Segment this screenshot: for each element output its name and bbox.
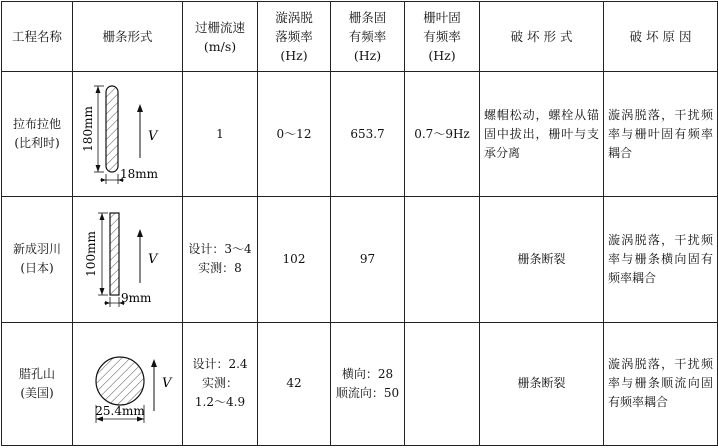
- header-failure-cause: 破 坏 原 因: [604, 2, 718, 72]
- rack-bar-flat: [110, 213, 119, 295]
- header-flow: 过栅流速 (m/s): [183, 2, 258, 72]
- rack-shape-cell: [73, 72, 183, 197]
- header-project: 工程名称: [2, 2, 73, 72]
- vortex-freq: 102: [258, 197, 331, 322]
- header-rack-form: 栅条形式: [73, 2, 183, 72]
- failure-cause: 漩涡脱落，干扰频率与栅条横向固有频率耦合: [604, 197, 718, 322]
- leaf-freq: [405, 197, 480, 322]
- header-rack-freq: 栅条固 有频率 (Hz): [331, 2, 405, 72]
- rack-freq: 653.7: [331, 72, 405, 197]
- velocity-label: V: [161, 375, 171, 391]
- vortex-freq: 42: [258, 322, 331, 445]
- dim-long-label: 180mm: [80, 106, 95, 152]
- failure-form: 栅条断裂: [480, 322, 604, 445]
- header-vortex: 漩涡脱 落频率 (Hz): [258, 2, 331, 72]
- table-row: [2, 322, 718, 445]
- leaf-freq: [405, 322, 480, 445]
- rack-bar-round: [96, 357, 144, 405]
- velocity-label: V: [147, 252, 157, 268]
- dim-short-label: 18mm: [119, 167, 158, 182]
- failure-form: 螺帽松动，螺栓从锚固中拔出，栅叶与支承分离: [480, 72, 604, 197]
- rack-shape-diagram: [78, 74, 178, 194]
- rack-bar-rounded: [106, 86, 118, 172]
- rack-shape-cell: [73, 197, 183, 322]
- flow-speed: 1: [183, 72, 258, 197]
- table-row: [2, 72, 718, 197]
- velocity-label: V: [147, 129, 157, 145]
- table-row: [2, 197, 718, 322]
- project-name: 腊孔山 (美国): [2, 322, 73, 445]
- dim-long-label: 100mm: [83, 231, 98, 278]
- rack-shape-cell: [73, 322, 183, 445]
- rack-freq: 97: [331, 197, 405, 322]
- header-leaf-freq: 栅叶固 有频率 (Hz): [405, 2, 480, 72]
- leaf-freq: 0.7～9Hz: [405, 72, 480, 197]
- failure-form: 栅条断裂: [480, 197, 604, 322]
- failure-cause: 漩涡脱落，干扰频率与栅条顺流向固有频率耦合: [604, 322, 718, 445]
- project-name: 新成羽川 (日本): [2, 197, 73, 322]
- header-row: [2, 2, 718, 72]
- failure-table: [1, 1, 718, 446]
- dim-short-label: 9mm: [120, 291, 151, 306]
- dim-long-label: 25.4mm: [94, 403, 145, 418]
- rack-shape-diagram: [78, 325, 178, 443]
- project-name: 拉布拉他 (比利时): [2, 72, 73, 197]
- vortex-freq: 0～12: [258, 72, 331, 197]
- rack-shape-diagram: [78, 199, 178, 319]
- flow-speed: 设计：2.4 实测： 1.2～4.9: [183, 322, 258, 445]
- header-failure-form: 破 坏 形 式: [480, 2, 604, 72]
- rack-freq: 横向：28 顺流向：50: [331, 322, 405, 445]
- failure-cause: 漩涡脱落，干扰频率与栅叶固有频率耦合: [604, 72, 718, 197]
- flow-speed: 设计：3～4 实测：8: [183, 197, 258, 322]
